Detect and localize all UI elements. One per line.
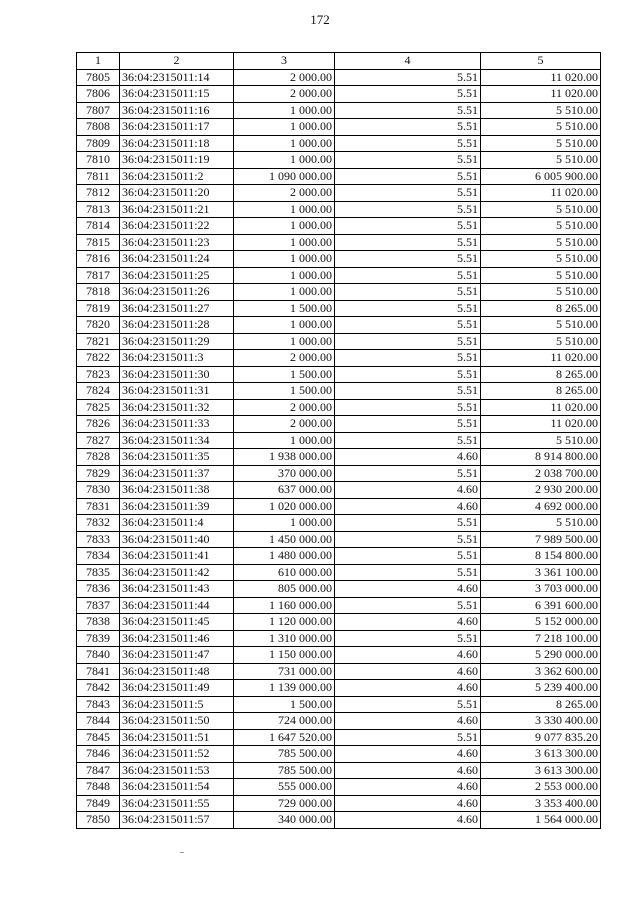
- row-number-cell: 7834: [77, 548, 120, 565]
- row-number-cell: 7812: [77, 185, 120, 202]
- cadastral-number-cell: 36:04:2315011:28: [120, 317, 234, 334]
- value-cell: 6 005 900.00: [481, 168, 601, 185]
- value-cell: 11 020.00: [481, 399, 601, 416]
- area-cell: 1 500.00: [234, 696, 335, 713]
- cadastral-number-cell: 36:04:2315011:51: [120, 729, 234, 746]
- page-number: 172: [310, 12, 330, 27]
- rate-cell: 4.60: [335, 482, 481, 499]
- cadastral-number-cell: 36:04:2315011:33: [120, 416, 234, 433]
- value-cell: 5 510.00: [481, 119, 601, 136]
- value-cell: 2 038 700.00: [481, 465, 601, 482]
- rate-cell: 4.60: [335, 614, 481, 631]
- cadastral-number-cell: 36:04:2315011:34: [120, 432, 234, 449]
- row-number-cell: 7835: [77, 564, 120, 581]
- cadastral-number-cell: 36:04:2315011:2: [120, 168, 234, 185]
- rate-cell: 5.51: [335, 234, 481, 251]
- table-row: [77, 680, 601, 697]
- table-row: [77, 713, 601, 730]
- area-cell: 1 000.00: [234, 218, 335, 235]
- area-cell: 724 000.00: [234, 713, 335, 730]
- cadastral-number-cell: 36:04:2315011:32: [120, 399, 234, 416]
- value-cell: 8 265.00: [481, 366, 601, 383]
- row-number-cell: 7839: [77, 630, 120, 647]
- table-row: [77, 795, 601, 812]
- cadastral-number-cell: 36:04:2315011:22: [120, 218, 234, 235]
- row-number-cell: 7837: [77, 597, 120, 614]
- value-cell: 11 020.00: [481, 416, 601, 433]
- table-row: [77, 383, 601, 400]
- cadastral-number-cell: 36:04:2315011:54: [120, 779, 234, 796]
- rate-cell: 5.51: [335, 86, 481, 103]
- rate-cell: 4.60: [335, 762, 481, 779]
- value-cell: 3 361 100.00: [481, 564, 601, 581]
- value-cell: 11 020.00: [481, 86, 601, 103]
- value-cell: 5 510.00: [481, 515, 601, 532]
- cadastral-number-cell: 36:04:2315011:30: [120, 366, 234, 383]
- row-number-cell: 7811: [77, 168, 120, 185]
- value-cell: 8 265.00: [481, 383, 601, 400]
- value-cell: 3 330 400.00: [481, 713, 601, 730]
- value-cell: 11 020.00: [481, 350, 601, 367]
- value-cell: 3 613 300.00: [481, 746, 601, 763]
- cadastral-number-cell: 36:04:2315011:31: [120, 383, 234, 400]
- cadastral-number-cell: 36:04:2315011:45: [120, 614, 234, 631]
- table-row: [77, 284, 601, 301]
- rate-cell: 4.60: [335, 795, 481, 812]
- area-cell: 729 000.00: [234, 795, 335, 812]
- row-number-cell: 7820: [77, 317, 120, 334]
- rate-cell: 5.51: [335, 152, 481, 169]
- value-cell: 11 020.00: [481, 185, 601, 202]
- area-cell: 1 000.00: [234, 333, 335, 350]
- rate-cell: 4.60: [335, 581, 481, 598]
- rate-cell: 5.51: [335, 564, 481, 581]
- table-row: [77, 597, 601, 614]
- area-cell: 555 000.00: [234, 779, 335, 796]
- value-cell: 8 265.00: [481, 696, 601, 713]
- row-number-cell: 7840: [77, 647, 120, 664]
- rate-cell: 5.51: [335, 729, 481, 746]
- row-number-cell: 7833: [77, 531, 120, 548]
- area-cell: 1 500.00: [234, 366, 335, 383]
- cadastral-number-cell: 36:04:2315011:57: [120, 812, 234, 829]
- value-cell: 5 510.00: [481, 135, 601, 152]
- row-number-cell: 7842: [77, 680, 120, 697]
- cadastral-number-cell: 36:04:2315011:47: [120, 647, 234, 664]
- table-row: [77, 416, 601, 433]
- table-row: [77, 449, 601, 466]
- row-number-cell: 7827: [77, 432, 120, 449]
- table-row: [77, 399, 601, 416]
- rate-cell: 4.60: [335, 647, 481, 664]
- table-row: [77, 300, 601, 317]
- rate-cell: 5.51: [335, 350, 481, 367]
- rate-cell: 5.51: [335, 317, 481, 334]
- table-row: [77, 350, 601, 367]
- row-number-cell: 7829: [77, 465, 120, 482]
- rate-cell: 4.60: [335, 746, 481, 763]
- area-cell: 805 000.00: [234, 581, 335, 598]
- table-header-row: [77, 53, 601, 70]
- value-cell: 3 362 600.00: [481, 663, 601, 680]
- area-cell: 2 000.00: [234, 416, 335, 433]
- area-cell: 1 120 000.00: [234, 614, 335, 631]
- area-cell: 785 500.00: [234, 762, 335, 779]
- area-cell: 2 000.00: [234, 69, 335, 86]
- row-number-cell: 7838: [77, 614, 120, 631]
- row-number-cell: 7806: [77, 86, 120, 103]
- row-number-cell: 7819: [77, 300, 120, 317]
- area-cell: 1 000.00: [234, 135, 335, 152]
- rate-cell: 5.51: [335, 119, 481, 136]
- cadastral-number-cell: 36:04:2315011:53: [120, 762, 234, 779]
- cadastral-number-cell: 36:04:2315011:25: [120, 267, 234, 284]
- value-cell: 5 510.00: [481, 102, 601, 119]
- area-cell: 2 000.00: [234, 399, 335, 416]
- rate-cell: 5.51: [335, 383, 481, 400]
- rate-cell: 5.51: [335, 432, 481, 449]
- rate-cell: 5.51: [335, 267, 481, 284]
- value-cell: 7 989 500.00: [481, 531, 601, 548]
- value-cell: 6 391 600.00: [481, 597, 601, 614]
- rate-cell: 5.51: [335, 548, 481, 565]
- table-row: [77, 696, 601, 713]
- table-row: [77, 779, 601, 796]
- value-cell: 3 703 000.00: [481, 581, 601, 598]
- value-cell: 8 265.00: [481, 300, 601, 317]
- rate-cell: 5.51: [335, 515, 481, 532]
- cadastral-number-cell: 36:04:2315011:4: [120, 515, 234, 532]
- table-row: [77, 812, 601, 829]
- value-cell: 2 553 000.00: [481, 779, 601, 796]
- row-number-cell: 7850: [77, 812, 120, 829]
- area-cell: 370 000.00: [234, 465, 335, 482]
- row-number-cell: 7808: [77, 119, 120, 136]
- column-header: 2: [120, 53, 234, 70]
- row-number-cell: 7841: [77, 663, 120, 680]
- area-cell: 1 000.00: [234, 432, 335, 449]
- table-row: [77, 168, 601, 185]
- area-cell: 1 000.00: [234, 515, 335, 532]
- rate-cell: 5.51: [335, 366, 481, 383]
- area-cell: 731 000.00: [234, 663, 335, 680]
- cadastral-number-cell: 36:04:2315011:26: [120, 284, 234, 301]
- table-row: [77, 515, 601, 532]
- value-cell: 5 510.00: [481, 218, 601, 235]
- area-cell: 1 139 000.00: [234, 680, 335, 697]
- area-cell: 1 450 000.00: [234, 531, 335, 548]
- cadastral-number-cell: 36:04:2315011:50: [120, 713, 234, 730]
- table-row: [77, 729, 601, 746]
- table-row: [77, 218, 601, 235]
- cadastral-number-cell: 36:04:2315011:55: [120, 795, 234, 812]
- value-cell: 8 154 800.00: [481, 548, 601, 565]
- area-cell: 1 020 000.00: [234, 498, 335, 515]
- area-cell: 610 000.00: [234, 564, 335, 581]
- area-cell: 1 000.00: [234, 119, 335, 136]
- rate-cell: 5.51: [335, 284, 481, 301]
- cadastral-number-cell: 36:04:2315011:20: [120, 185, 234, 202]
- area-cell: 1 000.00: [234, 251, 335, 268]
- row-number-cell: 7849: [77, 795, 120, 812]
- area-cell: 1 000.00: [234, 284, 335, 301]
- value-cell: 1 564 000.00: [481, 812, 601, 829]
- cadastral-number-cell: 36:04:2315011:21: [120, 201, 234, 218]
- column-header: 1: [77, 53, 120, 70]
- row-number-cell: 7822: [77, 350, 120, 367]
- table-row: [77, 201, 601, 218]
- area-cell: 1 000.00: [234, 267, 335, 284]
- cadastral-number-cell: 36:04:2315011:23: [120, 234, 234, 251]
- rate-cell: 5.51: [335, 69, 481, 86]
- table-row: [77, 548, 601, 565]
- row-number-cell: 7846: [77, 746, 120, 763]
- table-row: [77, 762, 601, 779]
- cadastral-number-cell: 36:04:2315011:44: [120, 597, 234, 614]
- value-cell: 5 510.00: [481, 284, 601, 301]
- value-cell: 5 510.00: [481, 152, 601, 169]
- data-table: [76, 52, 601, 829]
- row-number-cell: 7818: [77, 284, 120, 301]
- area-cell: 1 500.00: [234, 383, 335, 400]
- area-cell: 1 000.00: [234, 234, 335, 251]
- table-row: [77, 267, 601, 284]
- value-cell: 5 510.00: [481, 317, 601, 334]
- row-number-cell: 7830: [77, 482, 120, 499]
- row-number-cell: 7815: [77, 234, 120, 251]
- cadastral-number-cell: 36:04:2315011:14: [120, 69, 234, 86]
- rate-cell: 4.60: [335, 449, 481, 466]
- area-cell: 2 000.00: [234, 86, 335, 103]
- rate-cell: 5.51: [335, 630, 481, 647]
- row-number-cell: 7824: [77, 383, 120, 400]
- cadastral-number-cell: 36:04:2315011:5: [120, 696, 234, 713]
- cadastral-number-cell: 36:04:2315011:18: [120, 135, 234, 152]
- table-row: [77, 647, 601, 664]
- rate-cell: 5.51: [335, 102, 481, 119]
- column-header: 4: [335, 53, 481, 70]
- row-number-cell: 7844: [77, 713, 120, 730]
- table-row: [77, 482, 601, 499]
- area-cell: 1 938 000.00: [234, 449, 335, 466]
- table-row: [77, 564, 601, 581]
- table-row: [77, 663, 601, 680]
- table-row: [77, 366, 601, 383]
- value-cell: 5 239 400.00: [481, 680, 601, 697]
- table-row: [77, 432, 601, 449]
- area-cell: 1 000.00: [234, 152, 335, 169]
- value-cell: 8 914 800.00: [481, 449, 601, 466]
- cadastral-number-cell: 36:04:2315011:41: [120, 548, 234, 565]
- area-cell: 1 647 520.00: [234, 729, 335, 746]
- area-cell: 1 090 000.00: [234, 168, 335, 185]
- rate-cell: 5.51: [335, 300, 481, 317]
- value-cell: 2 930 200.00: [481, 482, 601, 499]
- table-row: [77, 614, 601, 631]
- table-row: [77, 86, 601, 103]
- row-number-cell: 7814: [77, 218, 120, 235]
- area-cell: 1 000.00: [234, 102, 335, 119]
- rate-cell: 4.60: [335, 498, 481, 515]
- value-cell: 5 510.00: [481, 267, 601, 284]
- table-row: [77, 234, 601, 251]
- cadastral-number-cell: 36:04:2315011:52: [120, 746, 234, 763]
- row-number-cell: 7807: [77, 102, 120, 119]
- rate-cell: 4.60: [335, 663, 481, 680]
- table-row: [77, 465, 601, 482]
- table-row: [77, 498, 601, 515]
- area-cell: 1 000.00: [234, 317, 335, 334]
- cadastral-number-cell: 36:04:2315011:17: [120, 119, 234, 136]
- area-cell: 1 000.00: [234, 201, 335, 218]
- cadastral-number-cell: 36:04:2315011:16: [120, 102, 234, 119]
- rate-cell: 5.51: [335, 531, 481, 548]
- value-cell: 5 510.00: [481, 234, 601, 251]
- area-cell: 1 160 000.00: [234, 597, 335, 614]
- rate-cell: 5.51: [335, 333, 481, 350]
- row-number-cell: 7805: [77, 69, 120, 86]
- area-cell: 1 480 000.00: [234, 548, 335, 565]
- rate-cell: 5.51: [335, 251, 481, 268]
- cadastral-number-cell: 36:04:2315011:40: [120, 531, 234, 548]
- value-cell: 9 077 835.20: [481, 729, 601, 746]
- rate-cell: 5.51: [335, 168, 481, 185]
- area-cell: 1 150 000.00: [234, 647, 335, 664]
- cadastral-number-cell: 36:04:2315011:49: [120, 680, 234, 697]
- cadastral-number-cell: 36:04:2315011:38: [120, 482, 234, 499]
- row-number-cell: 7821: [77, 333, 120, 350]
- row-number-cell: 7826: [77, 416, 120, 433]
- rate-cell: 5.51: [335, 416, 481, 433]
- value-cell: 5 510.00: [481, 432, 601, 449]
- row-number-cell: 7809: [77, 135, 120, 152]
- value-cell: 11 020.00: [481, 69, 601, 86]
- rate-cell: 5.51: [335, 135, 481, 152]
- rate-cell: 4.60: [335, 713, 481, 730]
- value-cell: 5 510.00: [481, 333, 601, 350]
- table-row: [77, 152, 601, 169]
- column-header: 5: [481, 53, 601, 70]
- table-row: [77, 119, 601, 136]
- area-cell: 1 310 000.00: [234, 630, 335, 647]
- rate-cell: 4.60: [335, 812, 481, 829]
- table-row: [77, 69, 601, 86]
- rate-cell: 5.51: [335, 597, 481, 614]
- row-number-cell: 7810: [77, 152, 120, 169]
- row-number-cell: 7843: [77, 696, 120, 713]
- table-row: [77, 317, 601, 334]
- row-number-cell: 7813: [77, 201, 120, 218]
- cadastral-number-cell: 36:04:2315011:48: [120, 663, 234, 680]
- cadastral-number-cell: 36:04:2315011:3: [120, 350, 234, 367]
- area-cell: 2 000.00: [234, 350, 335, 367]
- cadastral-number-cell: 36:04:2315011:43: [120, 581, 234, 598]
- row-number-cell: 7831: [77, 498, 120, 515]
- rate-cell: 5.51: [335, 696, 481, 713]
- rate-cell: 4.60: [335, 779, 481, 796]
- row-number-cell: 7828: [77, 449, 120, 466]
- table-row: [77, 185, 601, 202]
- area-cell: 637 000.00: [234, 482, 335, 499]
- table-row: [77, 531, 601, 548]
- cadastral-number-cell: 36:04:2315011:19: [120, 152, 234, 169]
- cadastral-number-cell: 36:04:2315011:27: [120, 300, 234, 317]
- value-cell: 3 613 300.00: [481, 762, 601, 779]
- value-cell: 5 510.00: [481, 201, 601, 218]
- cadastral-number-cell: 36:04:2315011:37: [120, 465, 234, 482]
- row-number-cell: 7817: [77, 267, 120, 284]
- scan-speck: [180, 852, 184, 853]
- row-number-cell: 7825: [77, 399, 120, 416]
- cadastral-number-cell: 36:04:2315011:35: [120, 449, 234, 466]
- row-number-cell: 7836: [77, 581, 120, 598]
- cadastral-number-cell: 36:04:2315011:46: [120, 630, 234, 647]
- row-number-cell: 7845: [77, 729, 120, 746]
- cadastral-number-cell: 36:04:2315011:15: [120, 86, 234, 103]
- table-row: [77, 135, 601, 152]
- area-cell: 2 000.00: [234, 185, 335, 202]
- row-number-cell: 7816: [77, 251, 120, 268]
- rate-cell: 5.51: [335, 465, 481, 482]
- area-cell: 340 000.00: [234, 812, 335, 829]
- row-number-cell: 7847: [77, 762, 120, 779]
- table-row: [77, 581, 601, 598]
- table-row: [77, 746, 601, 763]
- value-cell: 5 152 000.00: [481, 614, 601, 631]
- cadastral-number-cell: 36:04:2315011:24: [120, 251, 234, 268]
- table-row: [77, 333, 601, 350]
- rate-cell: 5.51: [335, 399, 481, 416]
- cadastral-number-cell: 36:04:2315011:42: [120, 564, 234, 581]
- area-cell: 785 500.00: [234, 746, 335, 763]
- value-cell: 4 692 000.00: [481, 498, 601, 515]
- area-cell: 1 500.00: [234, 300, 335, 317]
- value-cell: 7 218 100.00: [481, 630, 601, 647]
- rate-cell: 5.51: [335, 218, 481, 235]
- cadastral-number-cell: 36:04:2315011:39: [120, 498, 234, 515]
- cadastral-number-cell: 36:04:2315011:29: [120, 333, 234, 350]
- value-cell: 5 510.00: [481, 251, 601, 268]
- rate-cell: 4.60: [335, 680, 481, 697]
- table-row: [77, 102, 601, 119]
- row-number-cell: 7832: [77, 515, 120, 532]
- rate-cell: 5.51: [335, 185, 481, 202]
- rate-cell: 5.51: [335, 201, 481, 218]
- column-header: 3: [234, 53, 335, 70]
- row-number-cell: 7823: [77, 366, 120, 383]
- table-row: [77, 630, 601, 647]
- table-row: [77, 251, 601, 268]
- value-cell: 3 353 400.00: [481, 795, 601, 812]
- value-cell: 5 290 000.00: [481, 647, 601, 664]
- row-number-cell: 7848: [77, 779, 120, 796]
